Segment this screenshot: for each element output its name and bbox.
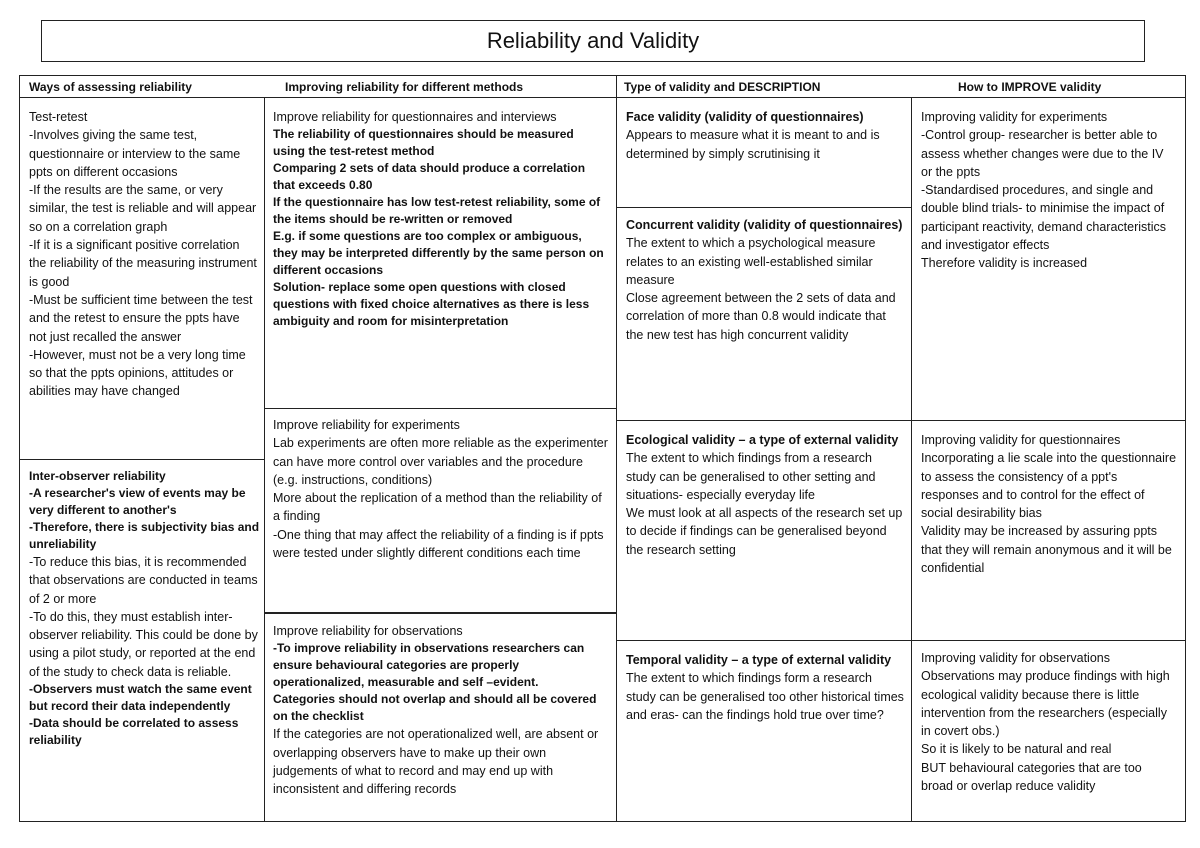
test-retest-line: -Involves giving the same test, questionnaire or interview to the same ppts on different occasions bbox=[29, 128, 241, 179]
header-improving-reliability: Improving reliability for different methods bbox=[285, 80, 524, 94]
inter-observer-line: -To reduce this bias, it is recommended that observations are conducted in teams of 2 or more bbox=[29, 555, 258, 606]
experiment-validity-line: -Standardised procedures, and single and double blind trials- to minimise the impact of participant reactivity, demand characteristics and investigator effects bbox=[921, 183, 1167, 253]
col2-row-divider-2 bbox=[264, 612, 616, 614]
observation-reliability-title: Improve reliability for observations bbox=[273, 624, 463, 638]
test-retest-line: -If the results are the same, or very similar, the test is reliable and will appear so on a correlation graph bbox=[29, 183, 257, 234]
questionnaire-validity-line: Incorporating a lie scale into the questionnaire to assess the consistency of a ppt's responses and to control for the effect of social desirability bias bbox=[921, 451, 1177, 521]
experiment-reliability-title: Improve reliability for experiments bbox=[273, 418, 460, 432]
questionnaire-validity-line: Validity may be increased by assuring ppts that they will remain anonymous and it will be confidential bbox=[921, 524, 1172, 576]
col3-row-divider-3 bbox=[616, 640, 1186, 641]
concurrent-validity-cell bbox=[620, 214, 910, 419]
observation-validity-cell bbox=[915, 647, 1183, 819]
col3-row-divider-2 bbox=[616, 420, 1186, 421]
observation-reliability-bold-line: Categories should not overlap and should all be covered on the checklist bbox=[273, 692, 597, 724]
test-retest-cell bbox=[23, 106, 266, 458]
questionnaire-validity-cell bbox=[915, 429, 1183, 639]
observation-reliability-line: If the categories are not operationalized well, are absent or overlapping observers have to make up their own judgements of what to record and may end up with inconsistent and differing records bbox=[273, 727, 599, 797]
test-retest-line: -However, must not be a very long time so that the ppts opinions, attitudes or abilities may have changed bbox=[29, 347, 246, 399]
ecological-validity-title: Ecological validity – a type of external validity bbox=[626, 433, 899, 447]
inter-observer-line: -To do this, they must establish inter-observer reliability. This could be done by using a pilot study, or reported at the end of the study to check data is reliable. bbox=[29, 609, 258, 679]
observation-reliability-cell bbox=[267, 620, 615, 820]
experiment-validity-line: -Control group- researcher is better able to assess whether changes were due to the IV or the ppts bbox=[921, 128, 1164, 179]
header-divider bbox=[19, 97, 1186, 98]
questionnaire-reliability-line: Comparing 2 sets of data should produce a correlation that exceeds 0.80 bbox=[273, 161, 586, 193]
inter-observer-bold-line: -Therefore, there is subjectivity bias and unreliability bbox=[29, 520, 260, 551]
header-validity-type: Type of validity and DESCRIPTION bbox=[624, 80, 821, 94]
questionnaire-reliability-line: If the questionnaire has low test-retest reliability, some of the items should be re-written or removed bbox=[273, 195, 601, 227]
concurrent-validity-title: Concurrent validity (validity of questionnaires) bbox=[626, 218, 903, 232]
experiment-reliability-cell bbox=[267, 414, 615, 610]
col1-row-divider bbox=[19, 459, 264, 460]
concurrent-validity-line: Close agreement between the 2 sets of data and correlation of more than 0.8 would indicate that the new test has high concurrent validity bbox=[626, 291, 896, 342]
temporal-validity-line: The extent to which findings form a research study can be generalised too other historical times and eras- can the findings hold true over time? bbox=[626, 671, 904, 722]
observation-reliability-bold-line: -To improve reliability in observations researchers can ensure behavioural categories are properly operationalized, measurable and self –evident. bbox=[273, 641, 585, 690]
face-validity-title: Face validity (validity of questionnaires) bbox=[626, 110, 864, 124]
observation-validity-line: So it is likely to be natural and real bbox=[921, 742, 1112, 757]
experiment-reliability-line: Lab experiments are often more reliable as the experimenter can have more control over variables and the procedure (e.g. instructions, conditions) bbox=[273, 436, 608, 487]
test-retest-line: -Must be sufficient time between the test and the retest to ensure the ppts have not just recalled the answer bbox=[29, 292, 253, 344]
temporal-validity-cell bbox=[620, 649, 910, 819]
inter-observer-bold-line: -Observers must watch the same event but record their data independently bbox=[29, 682, 252, 714]
temporal-validity-title: Temporal validity – a type of external validity bbox=[626, 653, 892, 667]
ecological-validity-line: The extent to which findings from a research study can be generalised to other setting and situations- especially everyday life bbox=[626, 451, 876, 502]
questionnaire-reliability-line: Solution- replace some open questions with closed questions with fixed choice alternatives as there is less ambiguity and room for misinterpretation bbox=[273, 280, 590, 329]
test-retest-title: Test-retest bbox=[29, 110, 88, 124]
face-validity-line: Appears to measure what it is meant to and is determined by simply scrutinising it bbox=[626, 128, 880, 161]
ecological-validity-line: We must look at all aspects of the research set up to decide if findings can be generalised beyond the research setting bbox=[626, 506, 903, 557]
page-title: Reliability and Validity bbox=[41, 20, 1145, 62]
questionnaire-reliability-line: E.g. if some questions are too complex or ambiguous, they may be interpreted differently by the same person on different occasions bbox=[273, 229, 604, 278]
col-divider-2 bbox=[616, 75, 617, 822]
test-retest-line: -If it is a significant positive correlation the reliability of the measuring instrument is good bbox=[29, 238, 257, 289]
experiment-validity-title: Improving validity for experiments bbox=[921, 110, 1108, 124]
questionnaire-validity-title: Improving validity for questionnaires bbox=[921, 433, 1121, 447]
observation-validity-line: BUT behavioural categories that are too broad or overlap reduce validity bbox=[921, 760, 1142, 794]
inter-observer-bold-line: -A researcher's view of events may be very different to another's bbox=[29, 486, 246, 517]
questionnaire-reliability-cell bbox=[267, 106, 615, 406]
experiment-reliability-line: -One thing that may affect the reliability of a finding is if ppts were tested under slightly different conditions each time bbox=[273, 527, 604, 561]
col-divider-3 bbox=[911, 97, 912, 822]
inter-observer-cell bbox=[23, 466, 266, 820]
col3-row-divider-1 bbox=[616, 207, 911, 208]
concurrent-validity-line: The extent to which a psychological measure relates to an existing well-established similar measure bbox=[626, 236, 876, 287]
observation-validity-line: Observations may produce findings with high ecological validity because there is little intervention from the researchers (especially in covert obs.) bbox=[921, 669, 1170, 739]
experiment-validity-cell bbox=[915, 106, 1183, 418]
questionnaire-reliability-title: Improve reliability for questionnaires and interviews bbox=[273, 110, 557, 124]
face-validity-cell bbox=[620, 106, 910, 206]
inter-observer-bold-line: -Data should be correlated to assess reliability bbox=[29, 716, 239, 748]
observation-validity-title: Improving validity for observations bbox=[921, 651, 1110, 665]
experiment-reliability-line: More about the replication of a method than the reliability of a finding bbox=[273, 491, 602, 524]
col2-row-divider-1 bbox=[264, 408, 616, 409]
questionnaire-reliability-line: The reliability of questionnaires should be measured using the test-retest method bbox=[273, 127, 574, 159]
header-ways-assessing: Ways of assessing reliability bbox=[29, 80, 192, 94]
ecological-validity-cell bbox=[620, 429, 910, 639]
experiment-validity-line: Therefore validity is increased bbox=[921, 256, 1088, 271]
inter-observer-title: Inter-observer reliability bbox=[29, 469, 166, 483]
header-improve-validity: How to IMPROVE validity bbox=[958, 80, 1102, 94]
